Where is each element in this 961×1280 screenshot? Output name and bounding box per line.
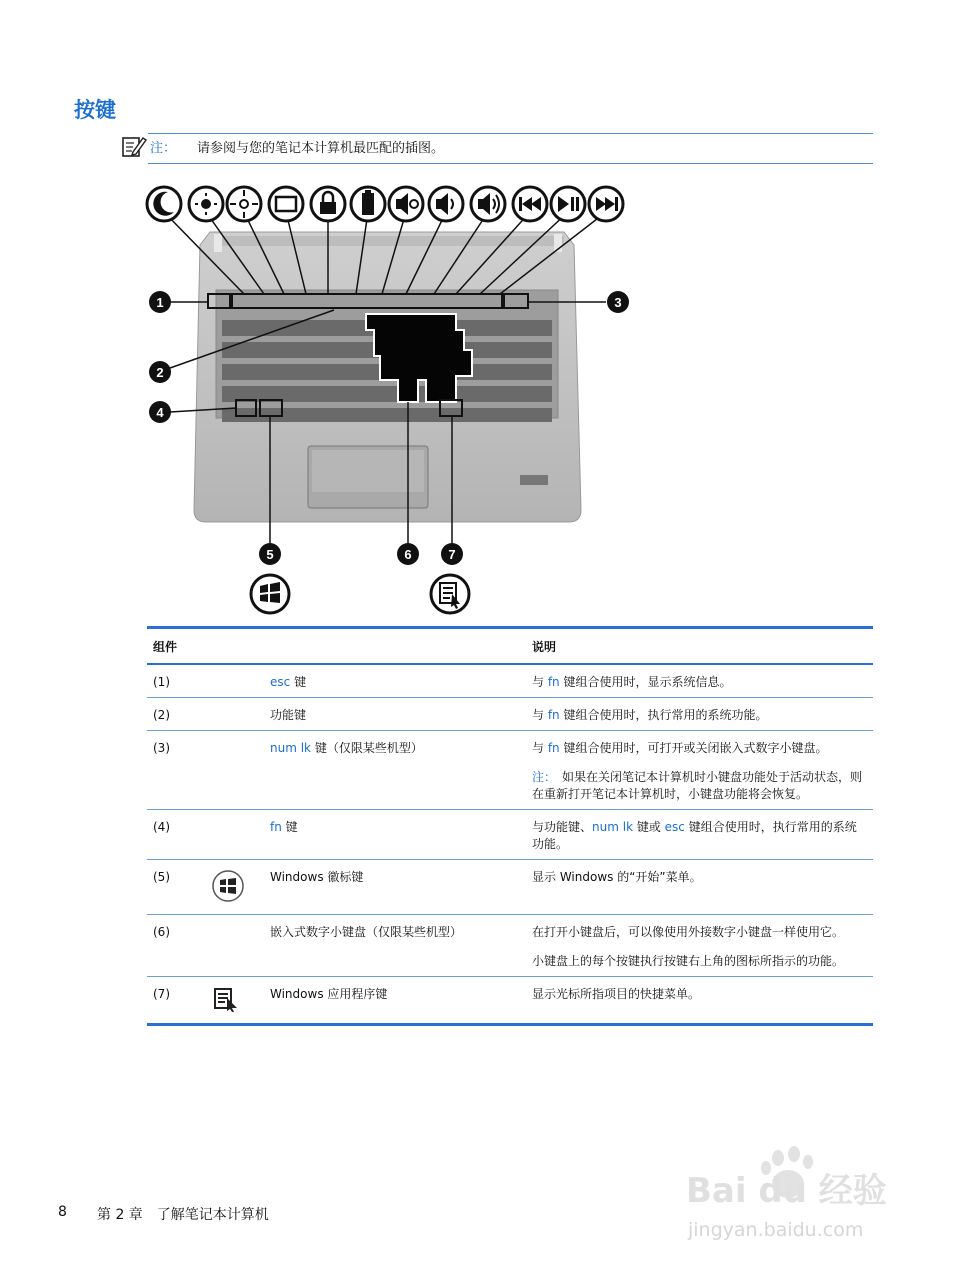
key-reference: fn <box>547 675 560 689</box>
note-pencil-icon <box>121 132 147 160</box>
row-number: (6) <box>147 915 205 977</box>
description-text: 与功能键、 <box>532 820 593 834</box>
baidu-jingyan-watermark <box>686 1140 906 1244</box>
description-text: 显示 Windows 的“开始”菜单。 <box>532 870 702 884</box>
key-name: fn <box>270 820 282 834</box>
row-number: (2) <box>147 698 205 731</box>
row-icon-cell <box>205 731 264 810</box>
note-label: 注： <box>532 770 551 784</box>
component-name <box>264 664 526 698</box>
component-label: Windows 徽标键 <box>270 870 364 884</box>
application-menu-icon <box>211 1001 241 1015</box>
table-row <box>147 810 873 860</box>
description-text: 在打开小键盘后，可以像使用外接数字小键盘一样使用它。 <box>532 925 845 939</box>
table-row <box>147 915 873 977</box>
key-name: esc <box>270 675 291 689</box>
component-description <box>526 664 873 698</box>
component-label: 功能键 <box>270 708 307 722</box>
component-description <box>526 915 873 977</box>
description-text: 与 <box>532 675 548 689</box>
display-switch-icon <box>269 187 303 221</box>
row-icon-cell <box>205 810 264 860</box>
top-icon-row <box>147 187 623 221</box>
watermark-url: jingyan.baidu.com <box>688 1219 864 1241</box>
volume-up-icon <box>471 187 505 221</box>
note-text: 请参阅与您的笔记本计算机最匹配的插图。 <box>197 141 445 156</box>
table-row <box>147 698 873 731</box>
component-name <box>264 915 526 977</box>
row-icon-cell <box>205 664 264 698</box>
component-description <box>526 810 873 860</box>
description-text: 键组合使用时，显示系统信息。 <box>559 675 732 689</box>
component-name <box>264 810 526 860</box>
windows-logo-icon <box>211 892 245 906</box>
table-row <box>147 977 873 1025</box>
chapter-footer: 第 2 章 了解笔记本计算机 <box>97 1207 269 1223</box>
row-number: (5) <box>147 860 205 915</box>
svg-text:4: 4 <box>156 405 164 420</box>
note-text: 如果在关闭笔记本计算机时小键盘功能处于活动状态，则在重新打开笔记本计算机时，小键盘功能将会恢复。 <box>532 770 863 801</box>
row-icon-cell <box>205 698 264 731</box>
callout-7 <box>441 543 463 565</box>
component-description <box>526 698 873 731</box>
key-reference: fn <box>547 741 560 755</box>
row-icon-cell <box>205 977 264 1025</box>
play-pause-icon <box>551 187 585 221</box>
svg-text:3: 3 <box>614 295 622 310</box>
components-table <box>147 626 873 1026</box>
brightness-up-icon <box>227 187 261 221</box>
description-extra: 小键盘上的每个按键执行按键右上角的图标所指示的功能。 <box>532 954 845 968</box>
note-label: 注： <box>150 141 177 156</box>
row-icon-cell <box>205 915 264 977</box>
component-label: 嵌入式数字小键盘（仅限某些机型） <box>270 925 463 939</box>
callout-4 <box>149 401 171 423</box>
application-menu-icon <box>431 575 469 613</box>
description-text: 显示光标所指项目的快捷菜单。 <box>532 987 701 1001</box>
key-reference: num lk <box>592 820 634 834</box>
description-text: 与 <box>532 741 548 755</box>
component-label: Windows 应用程序键 <box>270 987 388 1001</box>
table-row <box>147 731 873 810</box>
key-reference: fn <box>547 708 560 722</box>
component-description <box>526 860 873 915</box>
component-label: 键 <box>294 675 307 689</box>
table-row <box>147 860 873 915</box>
table-row <box>147 664 873 698</box>
next-track-icon <box>589 187 623 221</box>
callout-1 <box>149 291 171 313</box>
row-number: (3) <box>147 731 205 810</box>
header-component: 组件 <box>147 628 526 665</box>
volume-down-icon <box>429 187 463 221</box>
key-name: num lk <box>270 741 311 755</box>
svg-text:2: 2 <box>156 365 164 380</box>
description-text: 与 <box>532 708 548 722</box>
component-name <box>264 731 526 810</box>
windows-logo-icon <box>251 575 289 613</box>
callout-2 <box>149 361 171 383</box>
lock-icon <box>311 187 345 221</box>
component-description <box>526 731 873 810</box>
row-number: (7) <box>147 977 205 1025</box>
description-text: 键组合使用时，执行常用的系统功能。 <box>532 820 857 851</box>
component-label: 键（仅限某些机型） <box>314 741 423 755</box>
section-title: 按键 <box>74 98 116 122</box>
watermark-brand: Bai du 经验 <box>686 1171 887 1211</box>
previous-track-icon <box>513 187 547 221</box>
component-name <box>264 860 526 915</box>
svg-text:5: 5 <box>266 547 274 562</box>
component-label: 键 <box>285 820 298 834</box>
description-text: 键或 <box>633 820 665 834</box>
row-number: (4) <box>147 810 205 860</box>
brightness-down-icon <box>189 187 223 221</box>
page-number: 8 <box>58 1204 67 1220</box>
moon-icon <box>147 187 181 221</box>
header-description: 说明 <box>526 628 873 665</box>
keyboard-illustration <box>144 180 634 620</box>
battery-icon <box>351 187 385 221</box>
mute-icon <box>389 187 423 221</box>
row-number: (1) <box>147 664 205 698</box>
svg-text:1: 1 <box>156 295 164 310</box>
component-description <box>526 977 873 1025</box>
description-text: 键组合使用时，执行常用的系统功能。 <box>559 708 768 722</box>
callout-3 <box>607 291 629 313</box>
component-name <box>264 977 526 1025</box>
component-name <box>264 698 526 731</box>
key-reference: esc <box>664 820 685 834</box>
row-icon-cell <box>205 860 264 915</box>
svg-text:7: 7 <box>448 547 456 562</box>
svg-text:6: 6 <box>404 547 412 562</box>
description-text: 键组合使用时，可打开或关闭嵌入式数字小键盘。 <box>559 741 828 755</box>
callout-6 <box>397 543 419 565</box>
callout-5 <box>259 543 281 565</box>
